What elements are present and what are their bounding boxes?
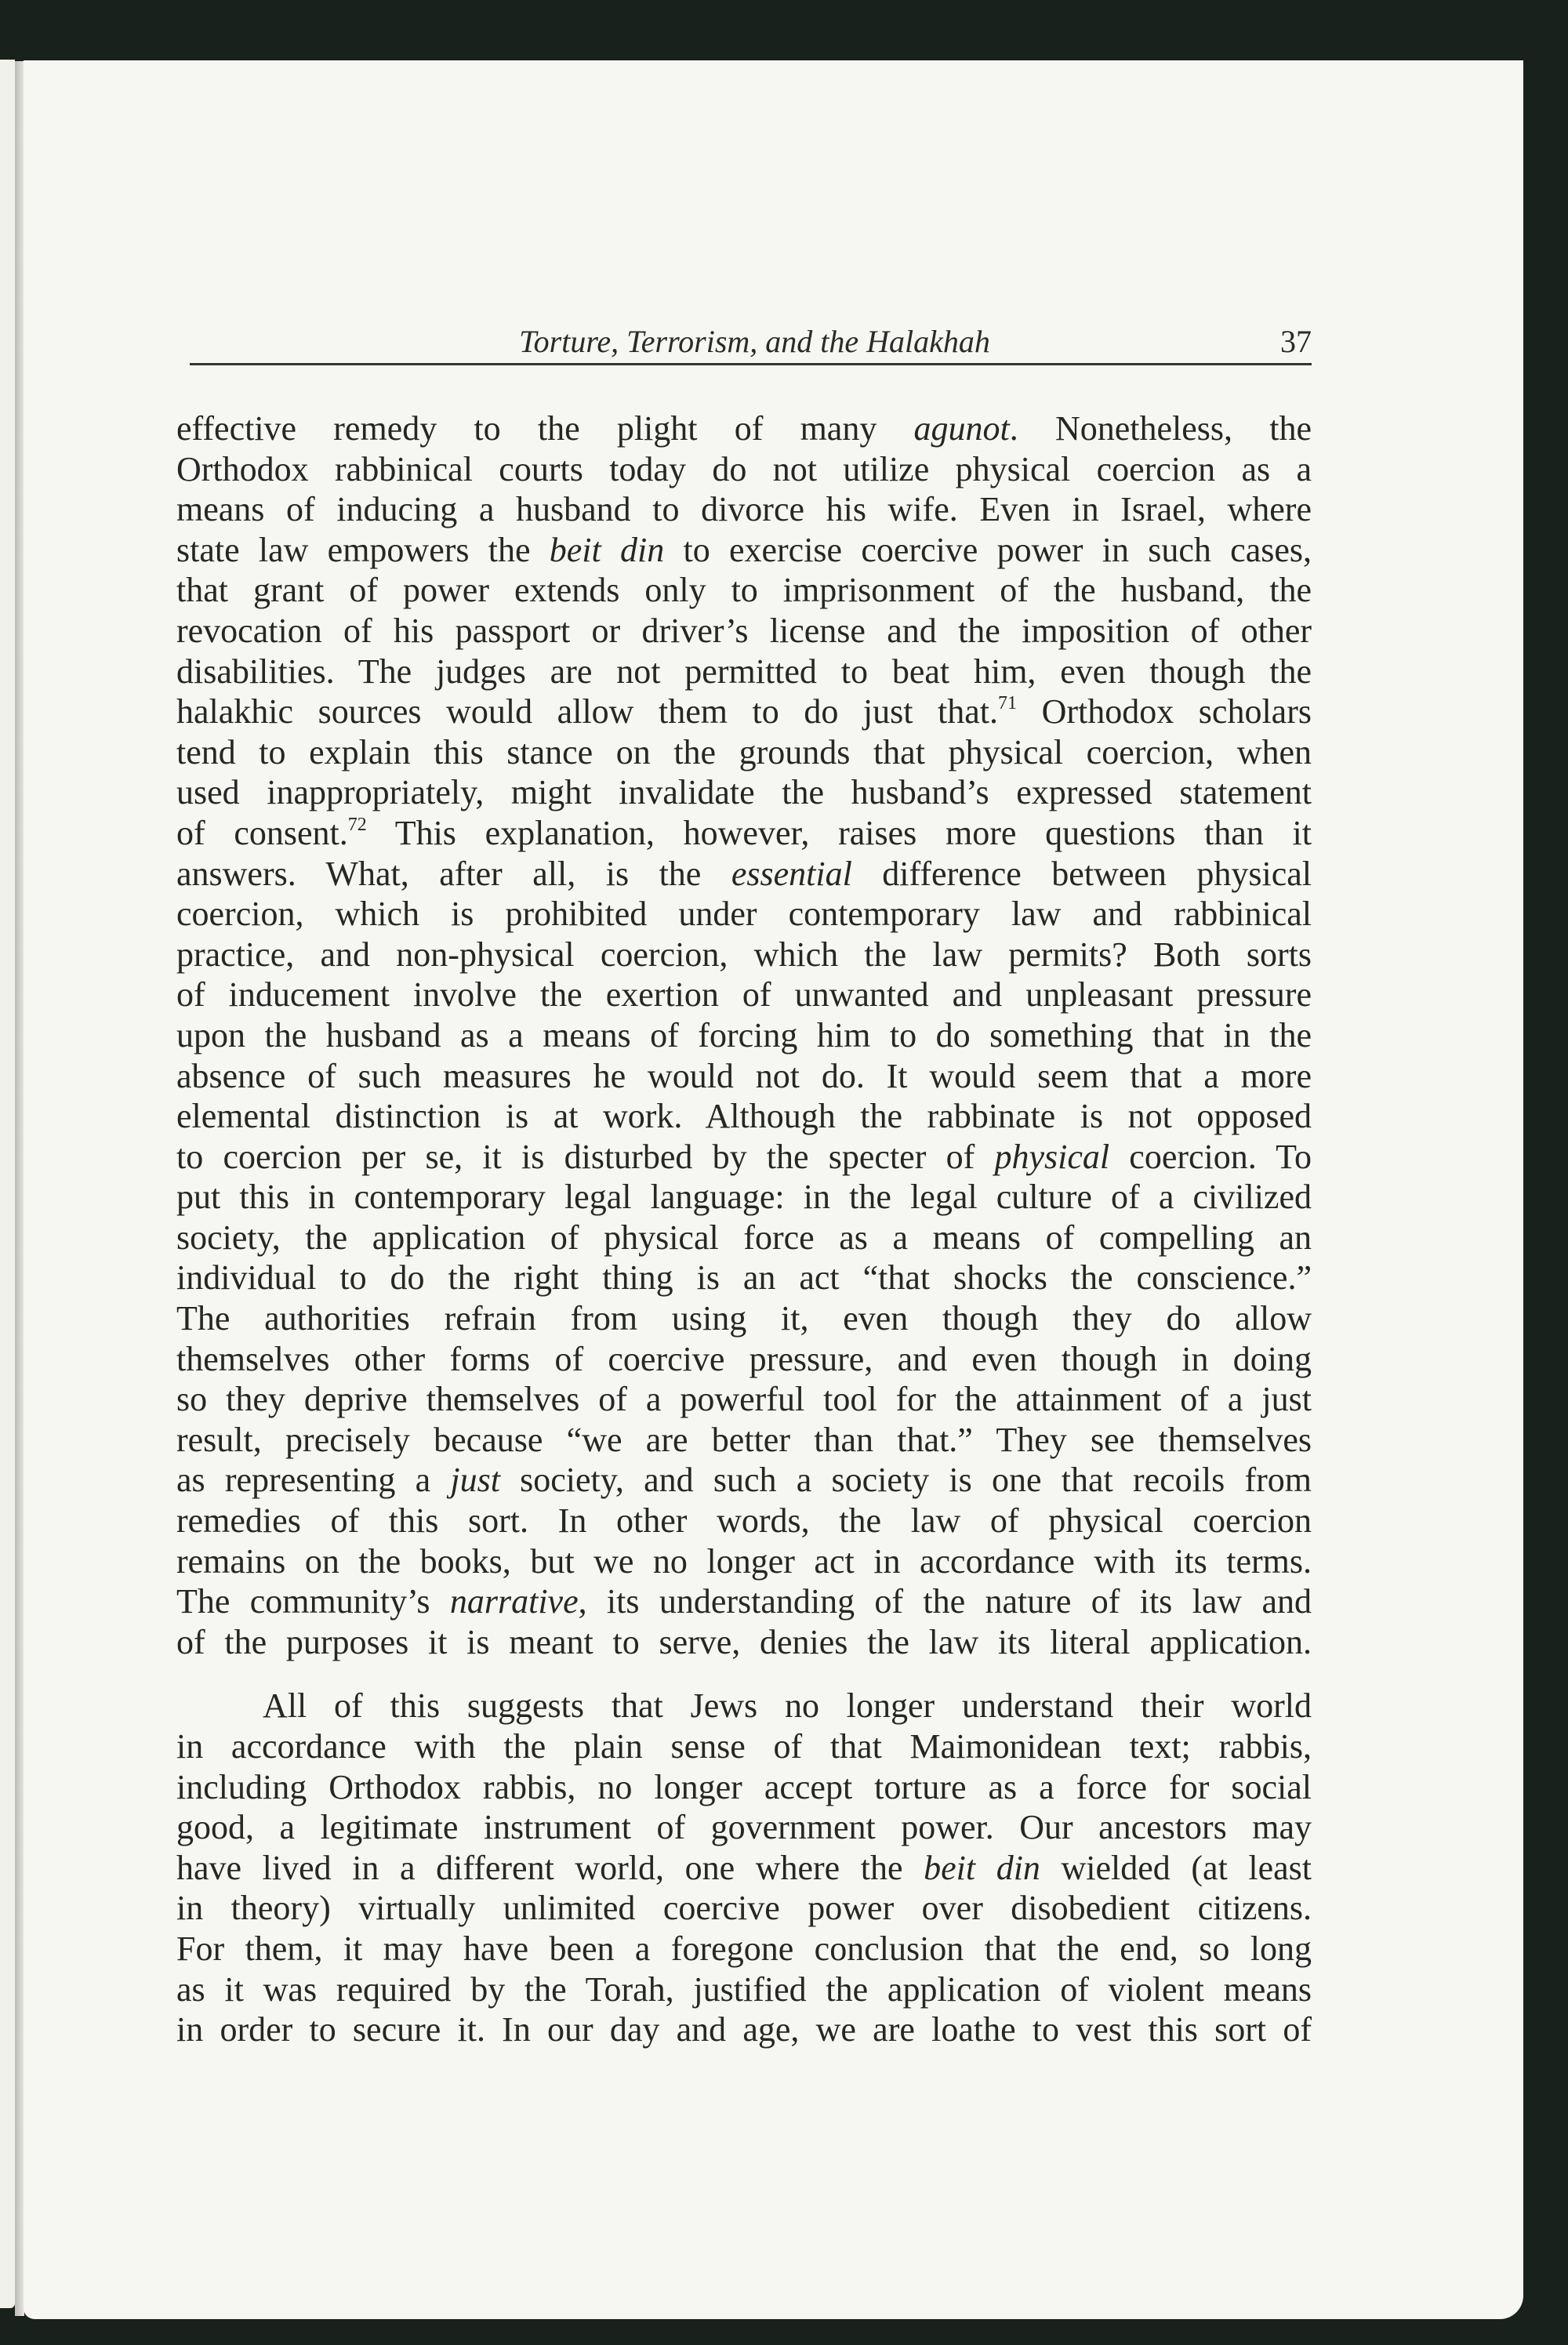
text-segment: have lived in a different world, one where the	[176, 1848, 924, 1887]
text-segment: society, and such a society is one that recoils from	[499, 1461, 1312, 1500]
text-line	[176, 1767, 1312, 1808]
text-segment: that grant of power extends only to imprisonment of the husband, the	[176, 571, 1312, 610]
text-segment: themselves other forms of coercive pressure, and even though in doing	[176, 1339, 1312, 1378]
text-line	[176, 1379, 1312, 1420]
text-segment: coercion. To	[1109, 1137, 1312, 1176]
text-line	[176, 732, 1312, 773]
page-number: 37	[1280, 324, 1312, 359]
text-line	[176, 692, 1312, 732]
text-segment: used inappropriately, might invalidate the husband’s expressed statement	[176, 773, 1312, 812]
text-line	[176, 894, 1312, 935]
text-segment: means of inducing a husband to divorce his wife. Even in Israel, where	[176, 490, 1312, 529]
running-title: Torture, Terrorism, and the Halakhah	[519, 324, 990, 359]
text-segment: including Orthodox rabbis, no longer accept torture as a force for social	[176, 1767, 1312, 1806]
text-line	[176, 652, 1312, 692]
text-segment: The community’s	[176, 1582, 450, 1621]
italic-text: beit din	[924, 1848, 1040, 1887]
text-segment: Orthodox rabbinical courts today do not utilize physical coercion as a	[176, 449, 1312, 488]
text-segment: good, a legitimate instrument of government power. Our ancestors may	[176, 1808, 1312, 1847]
text-line	[176, 1137, 1312, 1178]
italic-text: narrative	[449, 1582, 579, 1621]
text-line	[176, 1501, 1312, 1541]
text-segment: remains on the books, but we no longer act in accordance with its terms.	[176, 1541, 1312, 1581]
text-line	[176, 1096, 1312, 1137]
text-line	[176, 1258, 1312, 1298]
text-segment: For them, it may have been a foregone conclusion that the end, so long	[176, 1929, 1312, 1968]
text-segment: answers. What, after all, is the	[176, 854, 731, 893]
text-segment: All of this suggests that Jews no longer understand their world	[263, 1686, 1312, 1726]
text-segment: in accordance with the plain sense of that Maimonidean text; rabbis,	[176, 1727, 1312, 1766]
text-segment: wielded (at least	[1040, 1848, 1312, 1887]
italic-text: beit din	[549, 530, 665, 569]
text-segment: society, the application of physical force as a means of compelling an	[176, 1218, 1312, 1257]
text-line	[176, 530, 1312, 571]
text-segment: in order to secure it. In our day and age, we are loathe to vest this sort of	[176, 2010, 1312, 2049]
text-line	[176, 975, 1312, 1015]
text-line	[176, 1541, 1312, 1582]
paragraph	[176, 408, 1312, 1662]
text-segment: result, precisely because “we are better than that.” They see themselves	[176, 1420, 1312, 1459]
text-line	[176, 1622, 1312, 1663]
text-segment: practice, and non-physical coercion, which the law permits? Both sorts	[176, 935, 1312, 974]
text-segment: revocation of his passport or driver’s license and the imposition of other	[176, 611, 1312, 650]
text-line	[176, 1177, 1312, 1218]
text-segment: of consent.	[176, 813, 348, 852]
footnote-marker: 71	[998, 693, 1018, 714]
paragraph	[176, 1686, 1312, 2049]
text-line	[176, 408, 1312, 449]
facing-page-edge	[0, 60, 15, 2308]
text-line	[176, 1298, 1312, 1339]
text-line	[176, 1015, 1312, 1056]
text-line	[176, 1929, 1312, 1969]
text-line	[176, 1420, 1312, 1461]
text-line	[176, 1460, 1312, 1501]
body-text	[176, 408, 1312, 2050]
text-line	[176, 2009, 1312, 2050]
text-line	[176, 449, 1312, 490]
text-segment: , its understanding of the nature of its law and	[578, 1582, 1312, 1621]
text-line	[176, 570, 1312, 611]
running-head	[190, 323, 1312, 362]
italic-text: essential	[731, 854, 852, 893]
text-line	[176, 489, 1312, 530]
text-segment: so they deprive themselves of a powerful tool for the attainment of a just	[176, 1380, 1312, 1419]
text-line	[176, 1339, 1312, 1380]
text-line	[176, 935, 1312, 975]
text-segment: to coercion per se, it is disturbed by the specter of	[176, 1137, 995, 1176]
text-segment: as it was required by the Torah, justified the application of violent means	[176, 1969, 1312, 2009]
text-line	[176, 1686, 1312, 1726]
text-segment: The authorities refrain from using it, even though they do allow	[176, 1299, 1312, 1338]
text-line	[176, 1056, 1312, 1097]
text-segment: elemental distinction is at work. Although the rabbinate is not opposed	[176, 1097, 1312, 1136]
header-rule	[190, 363, 1312, 365]
text-segment: Orthodox scholars	[1017, 692, 1312, 731]
italic-text: physical	[994, 1137, 1110, 1176]
text-segment: to exercise coercive power in such cases,	[664, 530, 1312, 569]
text-line	[176, 813, 1312, 854]
text-segment: remedies of this sort. In other words, the law of physical coercion	[176, 1501, 1312, 1541]
text-segment: This explanation, however, raises more questions than it	[366, 813, 1312, 852]
italic-text: agunot	[913, 409, 1010, 448]
footnote-marker: 72	[347, 814, 367, 835]
text-segment: upon the husband as a means of forcing him to do something that in the	[176, 1015, 1312, 1055]
text-segment: tend to explain this stance on the grounds that physical coercion, when	[176, 732, 1312, 771]
text-segment: of inducement involve the exertion of unwanted and unpleasant pressure	[176, 975, 1312, 1015]
text-segment: as representing a	[176, 1461, 451, 1500]
text-segment: of the purposes it is meant to serve, denies the law its literal application.	[176, 1622, 1312, 1661]
text-segment: disabilities. The judges are not permitted to beat him, even though the	[176, 652, 1312, 691]
italic-text: just	[450, 1461, 500, 1500]
text-line	[176, 1218, 1312, 1258]
text-line	[176, 1969, 1312, 2010]
text-line	[176, 611, 1312, 652]
text-line	[176, 854, 1312, 895]
text-line	[176, 1848, 1312, 1889]
text-segment: coercion, which is prohibited under contemporary law and rabbinical	[176, 895, 1312, 934]
text-segment: state law empowers the	[176, 530, 550, 569]
text-line	[176, 1807, 1312, 1848]
text-segment: difference between physical	[851, 854, 1312, 893]
text-line	[176, 1581, 1312, 1622]
text-segment: in theory) virtually unlimited coercive power over disobedient citizens.	[176, 1889, 1312, 1928]
text-line	[176, 772, 1312, 813]
text-segment: individual to do the right thing is an act “that shocks the conscience.”	[176, 1258, 1312, 1298]
text-segment: absence of such measures he would not do. It would seem that a more	[176, 1056, 1312, 1095]
text-segment: . Nonetheless, the	[1009, 409, 1312, 448]
text-segment: halakhic sources would allow them to do just that.	[176, 692, 999, 731]
text-line	[176, 1888, 1312, 1929]
text-segment: effective remedy to the plight of many	[176, 409, 914, 448]
text-segment: put this in contemporary legal language: in the legal culture of a civilized	[176, 1178, 1312, 1217]
text-line	[176, 1726, 1312, 1767]
